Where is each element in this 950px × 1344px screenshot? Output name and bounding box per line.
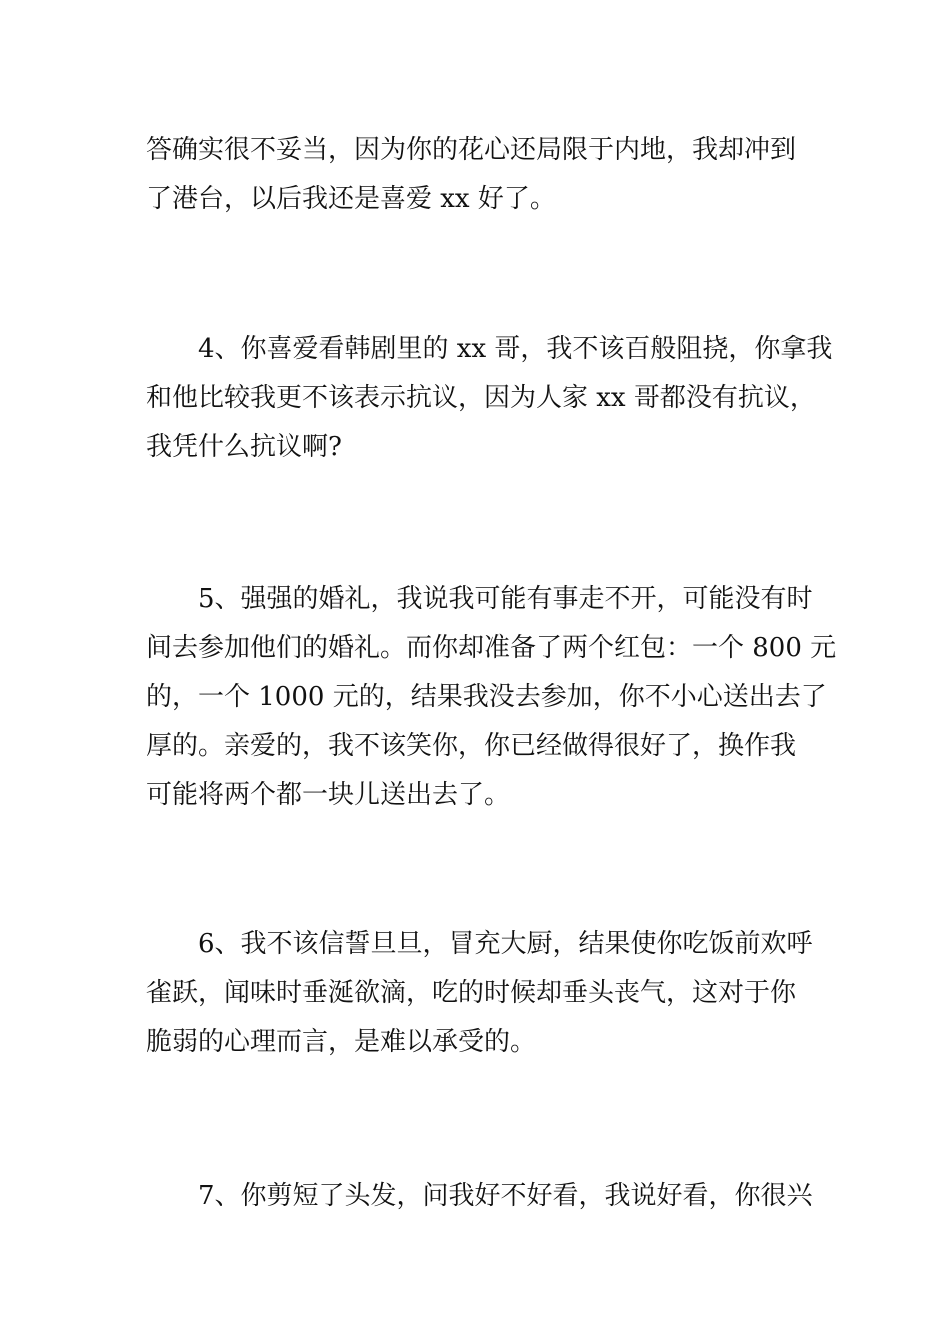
text-line: 了港台，以后我还是喜爱 xx 好了。 xyxy=(146,184,556,214)
text-line: 雀跃，闻味时垂涎欲滴，吃的时候却垂头丧气，这对于你 xyxy=(146,978,797,1008)
text-line: 可能将两个都一块儿送出去了。 xyxy=(146,780,511,810)
text-line: 和他比较我更不该表示抗议，因为人家 xx 哥都没有抗议， xyxy=(146,383,816,413)
paragraph-item-4 xyxy=(146,325,833,472)
text-line: 答确实很不妥当，因为你的花心还局限于内地，我却冲到 xyxy=(146,135,797,165)
text-line: 4、你喜爱看韩剧里的 xx 哥，我不该百般阻挠，你拿我 xyxy=(146,334,833,364)
paragraph-item-7 xyxy=(146,1172,813,1221)
text-line: 6、我不该信誓旦旦，冒充大厨，结果使你吃饭前欢呼 xyxy=(146,929,813,959)
text-line: 脆弱的心理而言，是难以承受的。 xyxy=(146,1027,537,1057)
paragraph-item-5 xyxy=(146,575,837,820)
paragraph-continuation xyxy=(146,126,808,224)
text-line: 5、强强的婚礼，我说我可能有事走不开，可能没有时 xyxy=(146,584,813,614)
text-line: 厚的。亲爱的，我不该笑你，你已经做得很好了，换作我 xyxy=(146,731,797,761)
text-line: 的，一个 1000 元的，结果我没去参加，你不小心送出去了 xyxy=(146,682,827,712)
text-line: 7、你剪短了头发，问我好不好看，我说好看，你很兴 xyxy=(146,1181,813,1211)
paragraph-item-6 xyxy=(146,920,813,1067)
text-line: 我凭什么抗议啊? xyxy=(146,432,342,462)
text-line: 间去参加他们的婚礼。而你却准备了两个红包：一个 800 元 xyxy=(146,633,837,663)
